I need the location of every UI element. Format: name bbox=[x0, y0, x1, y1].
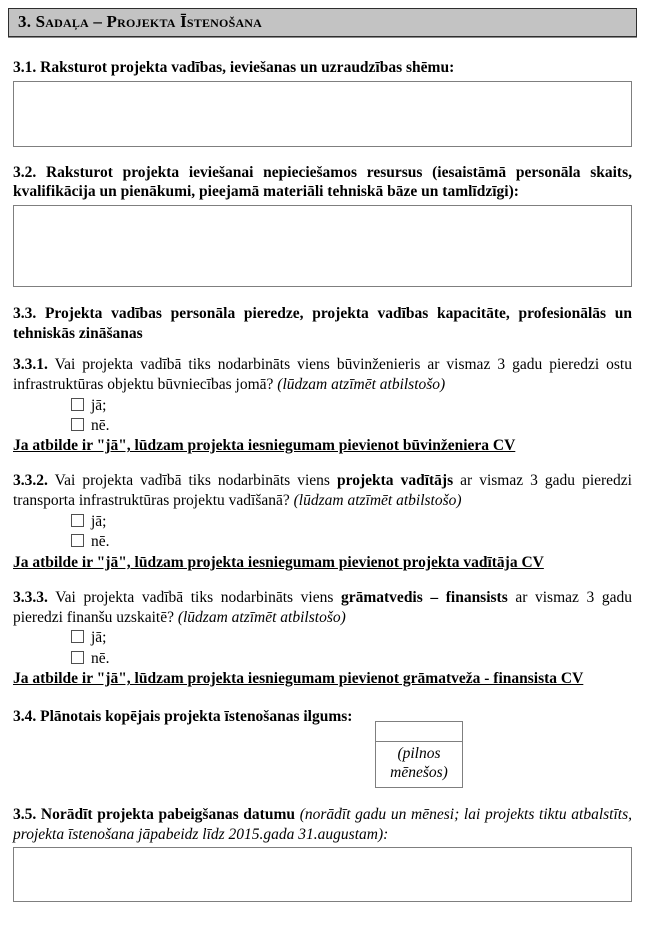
q3-3-1-cv-note: Ja atbilde ir "jā", lūdzam projekta iesniegumam pievienot būvinženiera CV bbox=[13, 437, 516, 455]
checkbox-icon[interactable] bbox=[71, 630, 84, 643]
option-label: nē. bbox=[91, 533, 110, 551]
q3-5-label-bold: 3.5. Norādīt projekta pabeigšanas datumu bbox=[13, 805, 300, 823]
q3-3-3-cv-note: Ja atbilde ir "jā", lūdzam projekta iesniegumam pievienot grāmatveža - finansista CV bbox=[13, 670, 584, 688]
option-label: nē. bbox=[91, 417, 110, 434]
option-label: jā; bbox=[91, 629, 107, 647]
q3-3-3-question-bold: grāmatvedis – finansists bbox=[340, 588, 508, 606]
checkbox-icon[interactable] bbox=[71, 651, 84, 664]
q3-3-3-question-text-post: ar vismaz 3 gadu pieredzi finanšu uzskaitē? bbox=[13, 588, 632, 626]
q3-5-hint: (norādīt gadu un mēnesi; lai projekts tiktu atbalstīts, projekta īstenošana jāpabeidz līdz 2015.gada 31.augustam): bbox=[13, 805, 632, 843]
q3-3-heading: 3.3. Projekta vadības personāla pieredze, projekta vadības kapacitāte, profesionālās un tehniskās zināšanas bbox=[13, 305, 632, 343]
q3-3-3-number: 3.3.3. bbox=[13, 588, 48, 606]
q3-3-2-option-ja[interactable] bbox=[71, 512, 632, 532]
q3-3-2-option-ne[interactable] bbox=[71, 532, 632, 552]
q3-3-2-question-text-pre: Vai projekta vadībā tiks nodarbināts viens bbox=[47, 472, 337, 490]
q3-3-2-question-bold: projekta vadītājs bbox=[337, 472, 454, 490]
q3-3-1-option-ne[interactable] bbox=[71, 416, 632, 436]
q3-5-label bbox=[13, 805, 632, 845]
q3-4-duration-field bbox=[375, 721, 463, 788]
q3-2-input[interactable] bbox=[13, 205, 632, 287]
q3-4-row bbox=[13, 707, 632, 788]
checkbox-icon[interactable] bbox=[71, 534, 84, 547]
q3-4-unit-note: (pilnos mēnešos) bbox=[390, 745, 448, 782]
q3-4-label: 3.4. Plānotais kopējais projekta īstenošanas ilgums: bbox=[13, 708, 353, 726]
q3-3-3-option-ne[interactable] bbox=[71, 649, 632, 669]
q3-3-1-question-text: Vai projekta vadībā tiks nodarbināts viens būvinženieris ar vismaz 3 gadu pieredzi ostu infrastruktūras objektu būvniecības jomā? bbox=[13, 355, 632, 393]
q3-1-input[interactable] bbox=[13, 81, 632, 147]
q3-3-3-options bbox=[13, 628, 632, 669]
q3-3-2-question-text-post: ar vismaz 3 gadu pieredzi transporta infrastruktūras projektu vadīšanā? bbox=[13, 472, 632, 510]
q3-3-1-number: 3.3.1. bbox=[13, 355, 48, 373]
checkbox-icon[interactable] bbox=[71, 418, 84, 431]
q3-3-1-option-ja[interactable] bbox=[71, 396, 632, 416]
q3-3-2-question bbox=[13, 471, 632, 511]
option-label: nē. bbox=[91, 649, 110, 667]
q3-1-label: 3.1. Raksturot projekta vadības, ieviešanas un uzraudzības shēmu: bbox=[13, 58, 455, 76]
option-label: jā; bbox=[91, 396, 107, 414]
q3-4-input[interactable] bbox=[376, 722, 462, 742]
section-header bbox=[8, 8, 637, 37]
checkbox-icon[interactable] bbox=[71, 398, 84, 411]
q3-3-1-hint: (lūdzam atzīmēt atbilstošo) bbox=[277, 375, 446, 393]
q3-5-input[interactable] bbox=[13, 847, 632, 902]
q3-3-2-cv-note: Ja atbilde ir "jā", lūdzam projekta iesniegumam pievienot projekta vadītāja CV bbox=[13, 553, 544, 571]
q3-3-2-number: 3.3.2. bbox=[13, 472, 48, 490]
q3-3-1-options bbox=[13, 396, 632, 437]
q3-3-3-option-ja[interactable] bbox=[71, 628, 632, 648]
section-title: 3. Sadaļa – Projekta Īstenošana bbox=[18, 12, 263, 31]
q3-3-2-hint: (lūdzam atzīmēt atbilstošo) bbox=[293, 492, 462, 510]
checkbox-icon[interactable] bbox=[71, 514, 84, 527]
q3-3-3-hint: (lūdzam atzīmēt atbilstošo) bbox=[177, 608, 346, 626]
q3-3-3-question bbox=[13, 588, 632, 628]
q3-3-1-question bbox=[13, 355, 632, 395]
q3-3-2-options bbox=[13, 512, 632, 553]
option-label: jā; bbox=[91, 512, 107, 530]
q3-3-3-question-text-pre: Vai projekta vadībā tiks nodarbināts viens bbox=[47, 588, 341, 606]
q3-2-label: 3.2. Raksturot projekta ieviešanai nepieciešamos resursus (iesaistāmā personāla skaits, kvalifikācija un pienākumi, pieejamā materiāli tehniskā bāze un tamlīdzīgi): bbox=[13, 163, 632, 201]
